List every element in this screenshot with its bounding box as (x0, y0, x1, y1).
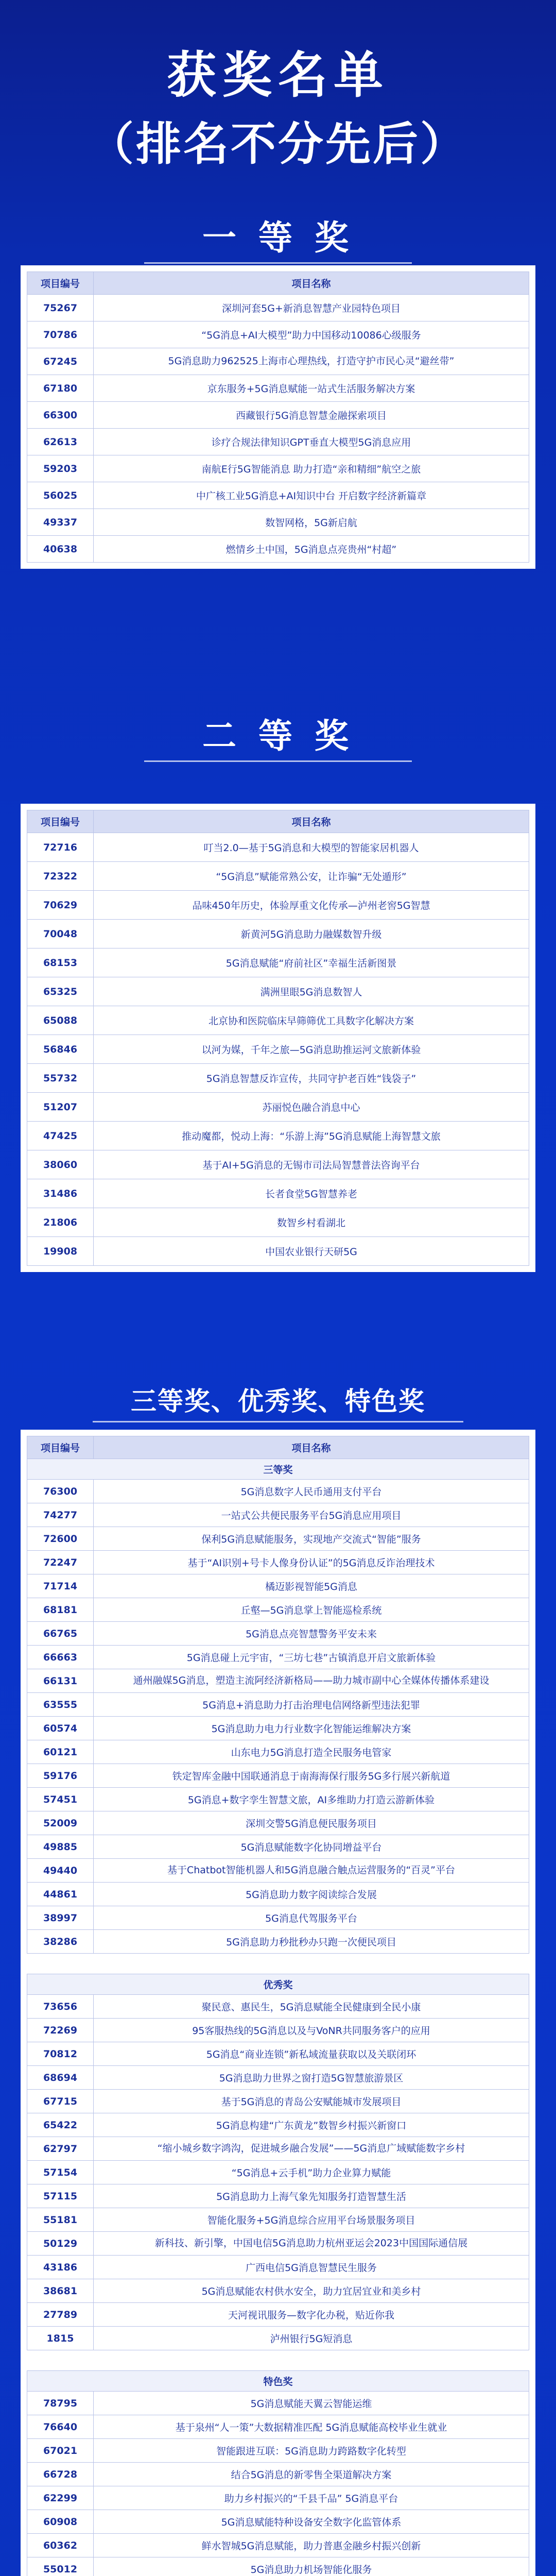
page-subtitle: （排名不分先后） (88, 117, 467, 171)
category-label: 优秀奖 (27, 1974, 529, 1995)
table-row (27, 2113, 529, 2137)
table-row (27, 321, 529, 348)
project-name: 保利5G消息赋能服务，实现地产交流式“智能”服务 (94, 1527, 529, 1551)
table-row (27, 482, 529, 509)
project-name: 通州融媒5G消息，塑造主流阿经济新格局——助力城市副中心全媒体传播体系建设 (94, 1669, 529, 1693)
project-code: 68153 (27, 948, 94, 977)
project-code: 40638 (27, 536, 94, 563)
project-name: 新科技、新引擎，中国电信5G消息助力杭州亚运会2023中国国际通信展 (94, 2232, 529, 2256)
table-row (27, 2510, 529, 2534)
second-prize-table (27, 810, 529, 1266)
project-code: 71714 (27, 1574, 94, 1598)
category-row (27, 1974, 529, 1995)
category-row (27, 1459, 529, 1480)
project-code: 65088 (27, 1006, 94, 1035)
table-row (27, 2066, 529, 2090)
table-row (27, 1150, 529, 1179)
group-gap-cell (27, 2350, 529, 2371)
project-name: 5G消息点亮智慧警务平安未来 (94, 1622, 529, 1646)
table-header-row (27, 1436, 529, 1459)
project-code: 52009 (27, 1811, 94, 1835)
table-row (27, 1717, 529, 1740)
first-prize-panel (21, 265, 535, 569)
project-name: 5G消息助力世界之窗打造5G智慧旅游景区 (94, 2066, 529, 2090)
column-header-name: 项目名称 (94, 272, 529, 295)
project-code: 38997 (27, 1906, 94, 1930)
column-header-name: 项目名称 (94, 810, 529, 833)
third-prize-panel (21, 1430, 535, 2576)
project-code: 59176 (27, 1764, 94, 1788)
project-name: 5G消息“商业连锁”新私域流量获取以及关联闭环 (94, 2042, 529, 2066)
table-row (27, 2019, 529, 2042)
table-row (27, 1693, 529, 1717)
project-code: 62797 (27, 2137, 94, 2161)
project-name: 5G消息助力上海气象先知服务打造智慧生活 (94, 2184, 529, 2208)
project-code: 68181 (27, 1598, 94, 1622)
project-name: 5G消息赋能农村供水安全，助力宜居宜业和美乡村 (94, 2279, 529, 2303)
project-name: 中国农业银行天研5G (94, 1237, 529, 1266)
project-name: 基于泉州“人一策”大数据精准匹配 5G消息赋能高校毕业生就业 (94, 2415, 529, 2439)
table-row (27, 2392, 529, 2415)
project-code: 57451 (27, 1788, 94, 1811)
table-row (27, 1237, 529, 1266)
project-name: 苏丽悦色融合消息中心 (94, 1093, 529, 1122)
project-name: 5G消息赋能数字化协同增益平台 (94, 1835, 529, 1859)
project-code: 49440 (27, 1859, 94, 1883)
project-name: 深圳交警5G消息便民服务项目 (94, 1811, 529, 1835)
table-row (27, 1093, 529, 1122)
project-code: 66728 (27, 2463, 94, 2486)
project-name: 聚民意、惠民生，5G消息赋能全民健康到全民小康 (94, 1995, 529, 2019)
project-name: 助力乡村振兴的“千县千品” 5G消息平台 (94, 2486, 529, 2510)
table-row (27, 2415, 529, 2439)
project-name: 5G消息构建“广东黄龙”数智乡村振兴新窗口 (94, 2113, 529, 2137)
project-name: 5G消息+消息助力打击治理电信网络新型违法犯罪 (94, 1693, 529, 1717)
project-name: 5G消息助力电力行业数字化智能运维解决方案 (94, 1717, 529, 1740)
project-name: 中广核工业5G消息+AI知识中台 开启数字经济新篇章 (94, 482, 529, 509)
project-code: 67715 (27, 2090, 94, 2113)
project-code: 50129 (27, 2232, 94, 2256)
table-row (27, 1622, 529, 1646)
project-code: 47425 (27, 1122, 94, 1150)
project-code: 51207 (27, 1093, 94, 1122)
project-name: 数智乡村看湖北 (94, 1208, 529, 1237)
table-row (27, 1646, 529, 1669)
table-header-row (27, 272, 529, 295)
project-name: 燃情乡土中国，5G消息点亮贵州“村超” (94, 536, 529, 563)
table-row (27, 348, 529, 375)
third-prize-table (27, 1436, 529, 2576)
table-row (27, 2557, 529, 2576)
project-name: 5G消息赋能特种设备安全数字化监管体系 (94, 2510, 529, 2534)
project-code: 55181 (27, 2208, 94, 2232)
group-gap (27, 1954, 529, 1974)
table-row (27, 1480, 529, 1503)
project-name: 西藏银行5G消息智慧金融探索项目 (94, 402, 529, 429)
project-code: 76300 (27, 1480, 94, 1503)
project-name: 深圳河套5G+新消息智慧产业园特色项目 (94, 295, 529, 321)
table-row (27, 2486, 529, 2510)
project-name: 5G消息助力秒批秒办只跑一次便民项目 (94, 1930, 529, 1954)
table-row (27, 1859, 529, 1883)
project-name: 基于5G消息的青岛公安赋能城市发展项目 (94, 2090, 529, 2113)
project-code: 62613 (27, 429, 94, 455)
project-name: 5G消息+数字孪生智慧文旅，AI多维助力打造云游新体验 (94, 1788, 529, 1811)
table-row (27, 948, 529, 977)
category-label: 三等奖 (27, 1459, 529, 1480)
category-row (27, 2371, 529, 2392)
project-code: 1815 (27, 2327, 94, 2350)
table-row (27, 1811, 529, 1835)
table-row (27, 833, 529, 862)
project-name: 基于AI+5G消息的无锡市司法局智慧普法咨询平台 (94, 1150, 529, 1179)
project-name: 新黄河5G消息助力融媒数智升级 (94, 920, 529, 948)
project-code: 49885 (27, 1835, 94, 1859)
table-row (27, 2184, 529, 2208)
project-name: 泸州银行5G短消息 (94, 2327, 529, 2350)
project-code: 70812 (27, 2042, 94, 2066)
project-code: 38681 (27, 2279, 94, 2303)
table-row (27, 295, 529, 321)
table-row (27, 1598, 529, 1622)
table-row (27, 2303, 529, 2327)
table-row (27, 2327, 529, 2350)
table-row (27, 2439, 529, 2463)
project-name: 基于“AI识别+号卡人像身份认证”的5G消息反诈治理技术 (94, 1551, 529, 1574)
project-name: 南航E行5G智能消息 助力打造“亲和精细”航空之旅 (94, 455, 529, 482)
group-gap (27, 2350, 529, 2371)
table-row (27, 2161, 529, 2184)
project-name: 橘迈影视智能5G消息 (94, 1574, 529, 1598)
table-row (27, 2042, 529, 2066)
project-name: 天河视讯服务—数字化办税，贴近你我 (94, 2303, 529, 2327)
project-name: “5G消息”赋能常熟公安，让诈骗“无处遁形” (94, 862, 529, 891)
project-code: 60574 (27, 1717, 94, 1740)
table-row (27, 1995, 529, 2019)
column-header-name: 项目名称 (94, 1436, 529, 1459)
table-header-row (27, 810, 529, 833)
project-code: 27789 (27, 2303, 94, 2327)
project-name: 5G消息代驾服务平台 (94, 1906, 529, 1930)
table-row (27, 1930, 529, 1954)
project-name: 基于Chatbot智能机器人和5G消息融合触点运营服务的“百灵”平台 (94, 1859, 529, 1883)
project-name: “5G消息+云手机”助力企业算力赋能 (94, 2161, 529, 2184)
table-row (27, 2137, 529, 2161)
table-row (27, 509, 529, 536)
project-name: 北京协和医院临床早筛筛优工具数字化解决方案 (94, 1006, 529, 1035)
table-row (27, 2090, 529, 2113)
project-name: 推动魔都，悦动上海：“乐游上海”5G消息赋能上海智慧文旅 (94, 1122, 529, 1150)
table-row (27, 1551, 529, 1574)
table-row (27, 1669, 529, 1693)
table-row (27, 920, 529, 948)
project-code: 56025 (27, 482, 94, 509)
project-code: 72247 (27, 1551, 94, 1574)
table-row (27, 2208, 529, 2232)
project-code: 70629 (27, 891, 94, 920)
project-code: 60121 (27, 1740, 94, 1764)
table-row (27, 1788, 529, 1811)
project-code: 72322 (27, 862, 94, 891)
table-row (27, 2256, 529, 2279)
project-code: 19908 (27, 1237, 94, 1266)
category-label: 特色奖 (27, 2371, 529, 2392)
column-header-code: 项目编号 (27, 810, 94, 833)
project-name: “5G消息+AI大模型”助力中国移动10086心级服务 (94, 321, 529, 348)
project-code: 31486 (27, 1179, 94, 1208)
project-code: 65325 (27, 977, 94, 1006)
table-row (27, 1503, 529, 1527)
project-code: 65422 (27, 2113, 94, 2137)
project-code: 57115 (27, 2184, 94, 2208)
project-name: 智能化服务+5G消息综合应用平台场景服务项目 (94, 2208, 529, 2232)
project-code: 55732 (27, 1064, 94, 1093)
second-prize-panel (21, 804, 535, 1272)
project-name: 5G消息赋能“府前社区”幸福生活新图景 (94, 948, 529, 977)
table-row (27, 2232, 529, 2256)
table-row (27, 429, 529, 455)
page-title: 获奖名单 (167, 46, 389, 104)
project-code: 57154 (27, 2161, 94, 2184)
project-code: 38060 (27, 1150, 94, 1179)
project-name: “缩小城乡数字鸿沟，促进城乡融合发展”——5G消息广域赋能数字乡村 (94, 2137, 529, 2161)
project-name: 5G消息助力数字阅读综合发展 (94, 1883, 529, 1906)
project-name: 长者食堂5G智慧养老 (94, 1179, 529, 1208)
project-code: 55012 (27, 2557, 94, 2576)
table-row (27, 1835, 529, 1859)
table-row (27, 1122, 529, 1150)
project-code: 70786 (27, 321, 94, 348)
project-name: 山东电力5G消息打造全民服务电管家 (94, 1740, 529, 1764)
project-code: 49337 (27, 509, 94, 536)
project-name: 满洲里眼5G消息数智人 (94, 977, 529, 1006)
project-code: 67180 (27, 375, 94, 402)
project-name: 诊疗合规法律知识GPT垂直大模型5G消息应用 (94, 429, 529, 455)
project-code: 74277 (27, 1503, 94, 1527)
project-code: 66300 (27, 402, 94, 429)
project-name: 京东服务+5G消息赋能一站式生活服务解决方案 (94, 375, 529, 402)
table-row (27, 1208, 529, 1237)
column-header-code: 项目编号 (27, 272, 94, 295)
column-header-code: 项目编号 (27, 1436, 94, 1459)
project-name: 结合5G消息的新零售全渠道解决方案 (94, 2463, 529, 2486)
table-row (27, 2534, 529, 2557)
table-row (27, 977, 529, 1006)
project-name: 鲜水智城5G消息赋能，助力普惠金融乡村振兴创新 (94, 2534, 529, 2557)
table-row (27, 891, 529, 920)
project-code: 66765 (27, 1622, 94, 1646)
group-gap-cell (27, 1954, 529, 1974)
project-code: 66131 (27, 1669, 94, 1693)
table-row (27, 1764, 529, 1788)
project-code: 62299 (27, 2486, 94, 2510)
project-name: 5G消息助力962525上海市心理热线，打造守护市民心灵“避丝带” (94, 348, 529, 375)
project-code: 56846 (27, 1035, 94, 1064)
second-prize-title: 二 等 奖 (0, 708, 556, 762)
table-row (27, 1906, 529, 1930)
project-name: 5G消息助力机场智能化服务 (94, 2557, 529, 2576)
project-code: 63555 (27, 1693, 94, 1717)
project-name: 5G消息赋能天翼云智能运维 (94, 2392, 529, 2415)
project-code: 44861 (27, 1883, 94, 1906)
table-row (27, 1574, 529, 1598)
project-code: 66663 (27, 1646, 94, 1669)
table-row (27, 455, 529, 482)
table-row (27, 862, 529, 891)
project-code: 21806 (27, 1208, 94, 1237)
table-row (27, 375, 529, 402)
project-name: 丘壑—5G消息掌上智能巡检系统 (94, 1598, 529, 1622)
project-code: 67021 (27, 2439, 94, 2463)
table-row (27, 1527, 529, 1551)
project-name: 叮当2.0—基于5G消息和大模型的智能家居机器人 (94, 833, 529, 862)
table-row (27, 1006, 529, 1035)
project-name: 一站式公共便民服务平台5G消息应用项目 (94, 1503, 529, 1527)
table-row (27, 1179, 529, 1208)
project-code: 72269 (27, 2019, 94, 2042)
table-row (27, 1035, 529, 1064)
first-prize-title: 一 等 奖 (0, 210, 556, 264)
project-code: 43186 (27, 2256, 94, 2279)
project-name: 5G消息碰上元宇宙，“三坊七巷”古镇消息开启文旅新体验 (94, 1646, 529, 1669)
project-name: 广西电信5G消息智慧民生服务 (94, 2256, 529, 2279)
table-row (27, 1740, 529, 1764)
third-prize-title: 三等奖、优秀奖、特色奖 (0, 1381, 556, 1422)
project-name: 5G消息智慧反诈宣传，共同守护老百姓“钱袋子” (94, 1064, 529, 1093)
project-name: 智能跟进互联：5G消息助力跨路数字化转型 (94, 2439, 529, 2463)
project-code: 72716 (27, 833, 94, 862)
first-prize-table (27, 272, 529, 563)
project-code: 60362 (27, 2534, 94, 2557)
table-row (27, 1064, 529, 1093)
table-row (27, 536, 529, 563)
project-code: 73656 (27, 1995, 94, 2019)
project-code: 67245 (27, 348, 94, 375)
table-row (27, 402, 529, 429)
project-name: 数智网格，5G新启航 (94, 509, 529, 536)
project-code: 78795 (27, 2392, 94, 2415)
project-code: 75267 (27, 295, 94, 321)
project-code: 38286 (27, 1930, 94, 1954)
project-code: 60908 (27, 2510, 94, 2534)
table-row (27, 2279, 529, 2303)
project-name: 以河为媒，千年之旅—5G消息助推运河文旅新体验 (94, 1035, 529, 1064)
project-code: 68694 (27, 2066, 94, 2090)
project-name: 品味450年历史，体验厚重文化传承—泸州老窖5G智慧 (94, 891, 529, 920)
project-name: 95客服热线的5G消息以及与VoNR共同服务客户的应用 (94, 2019, 529, 2042)
project-name: 铁定智库金融中国联通消息于南海海保行服务5G多行展兴新航道 (94, 1764, 529, 1788)
table-row (27, 1883, 529, 1906)
project-code: 59203 (27, 455, 94, 482)
project-code: 70048 (27, 920, 94, 948)
table-row (27, 2463, 529, 2486)
project-code: 72600 (27, 1527, 94, 1551)
project-name: 5G消息数字人民币通用支付平台 (94, 1480, 529, 1503)
project-code: 76640 (27, 2415, 94, 2439)
